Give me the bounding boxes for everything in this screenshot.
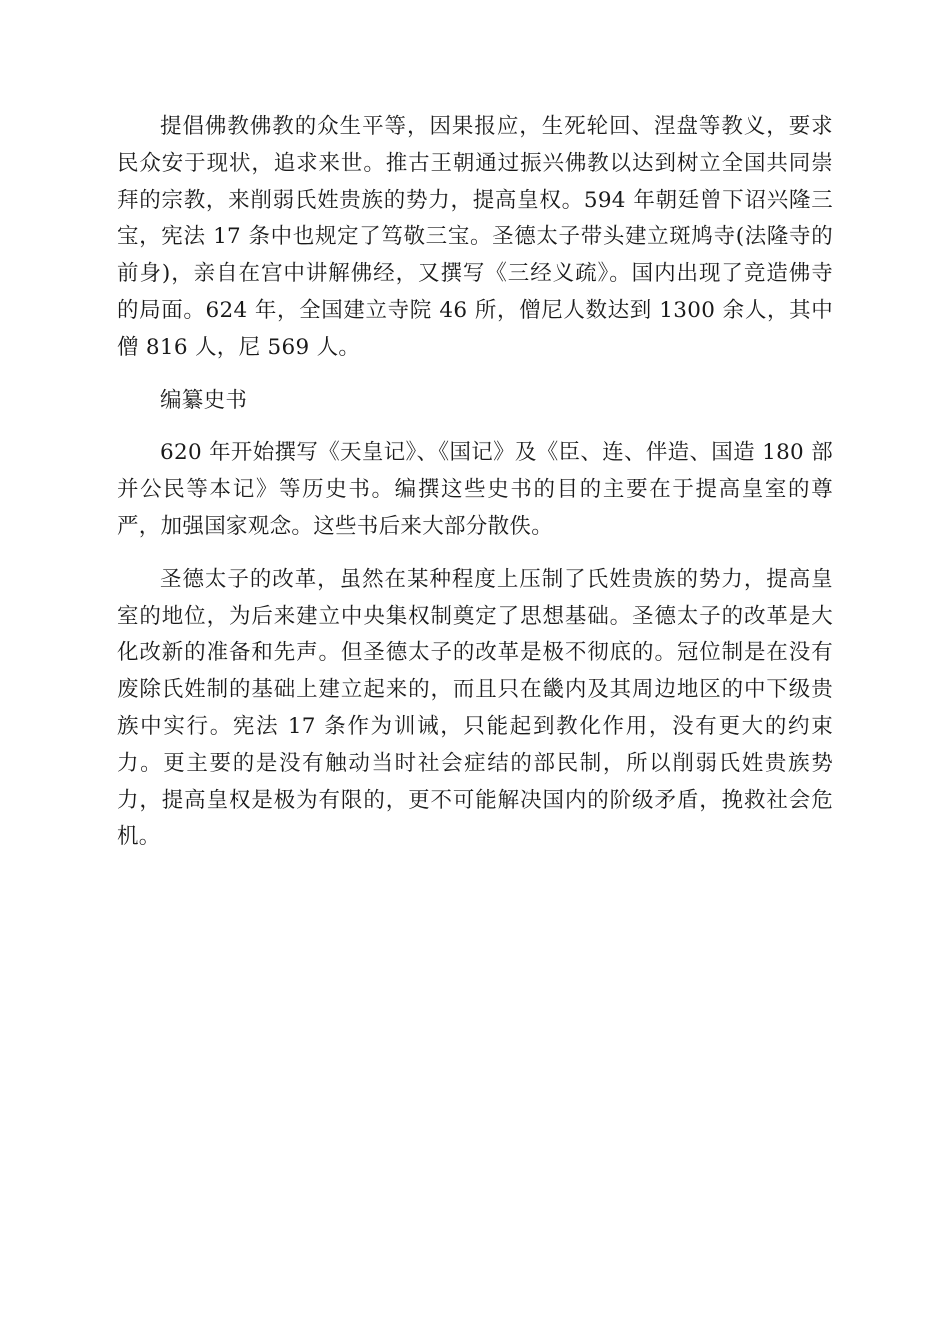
- section-heading-history-compilation: 编纂史书: [160, 387, 248, 413]
- paragraph-buddhism: 提倡佛教佛教的众生平等，因果报应，生死轮回、涅盘等教义，要求民众安于现状，追求来世。推古王朝通过振兴佛教以达到树立全国共同崇拜的宗教，来削弱氏姓贵族的势力，提高皇权。594 年朝廷曾下诏兴隆三宝，宪法 17 条中也规定了笃敬三宝。圣德太子带头建立斑鸠寺(法隆寺的前身)，亲自在宫中讲解佛经，又撰写《三经义疏》。国内出现了竞造佛寺的局面。624 年，全国建立寺院 46 所，僧尼人数达到 1300 余人，其中僧 816 人，尼 569 人。: [117, 114, 833, 360]
- document-body: [117, 109, 833, 856]
- paragraph-history-books: 620 年开始撰写《天皇记》、《国记》及《臣、连、伴造、国造 180 部并公民等本记》等历史书。编撰这些史书的目的主要在于提高皇室的尊严，加强国家观念。这些书后来大部分散佚。: [117, 440, 833, 539]
- paragraph-reform-assessment: 圣德太子的改革，虽然在某种程度上压制了氏姓贵族的势力，提高皇室的地位，为后来建立中央集权制奠定了思想基础。圣德太子的改革是大化改新的准备和先声。但圣德太子的改革是极不彻底的。冠位制是在没有废除氏姓制的基础上建立起来的，而且只在畿内及其周边地区的中下级贵族中实行。宪法 17 条作为训诫，只能起到教化作用，没有更大的约束力。更主要的是没有触动当时社会症结的部民制，所以削弱氏姓贵族势力，提高皇权是极为有限的，更不可能解决国内的阶级矛盾，挽救社会危机。: [117, 566, 833, 850]
